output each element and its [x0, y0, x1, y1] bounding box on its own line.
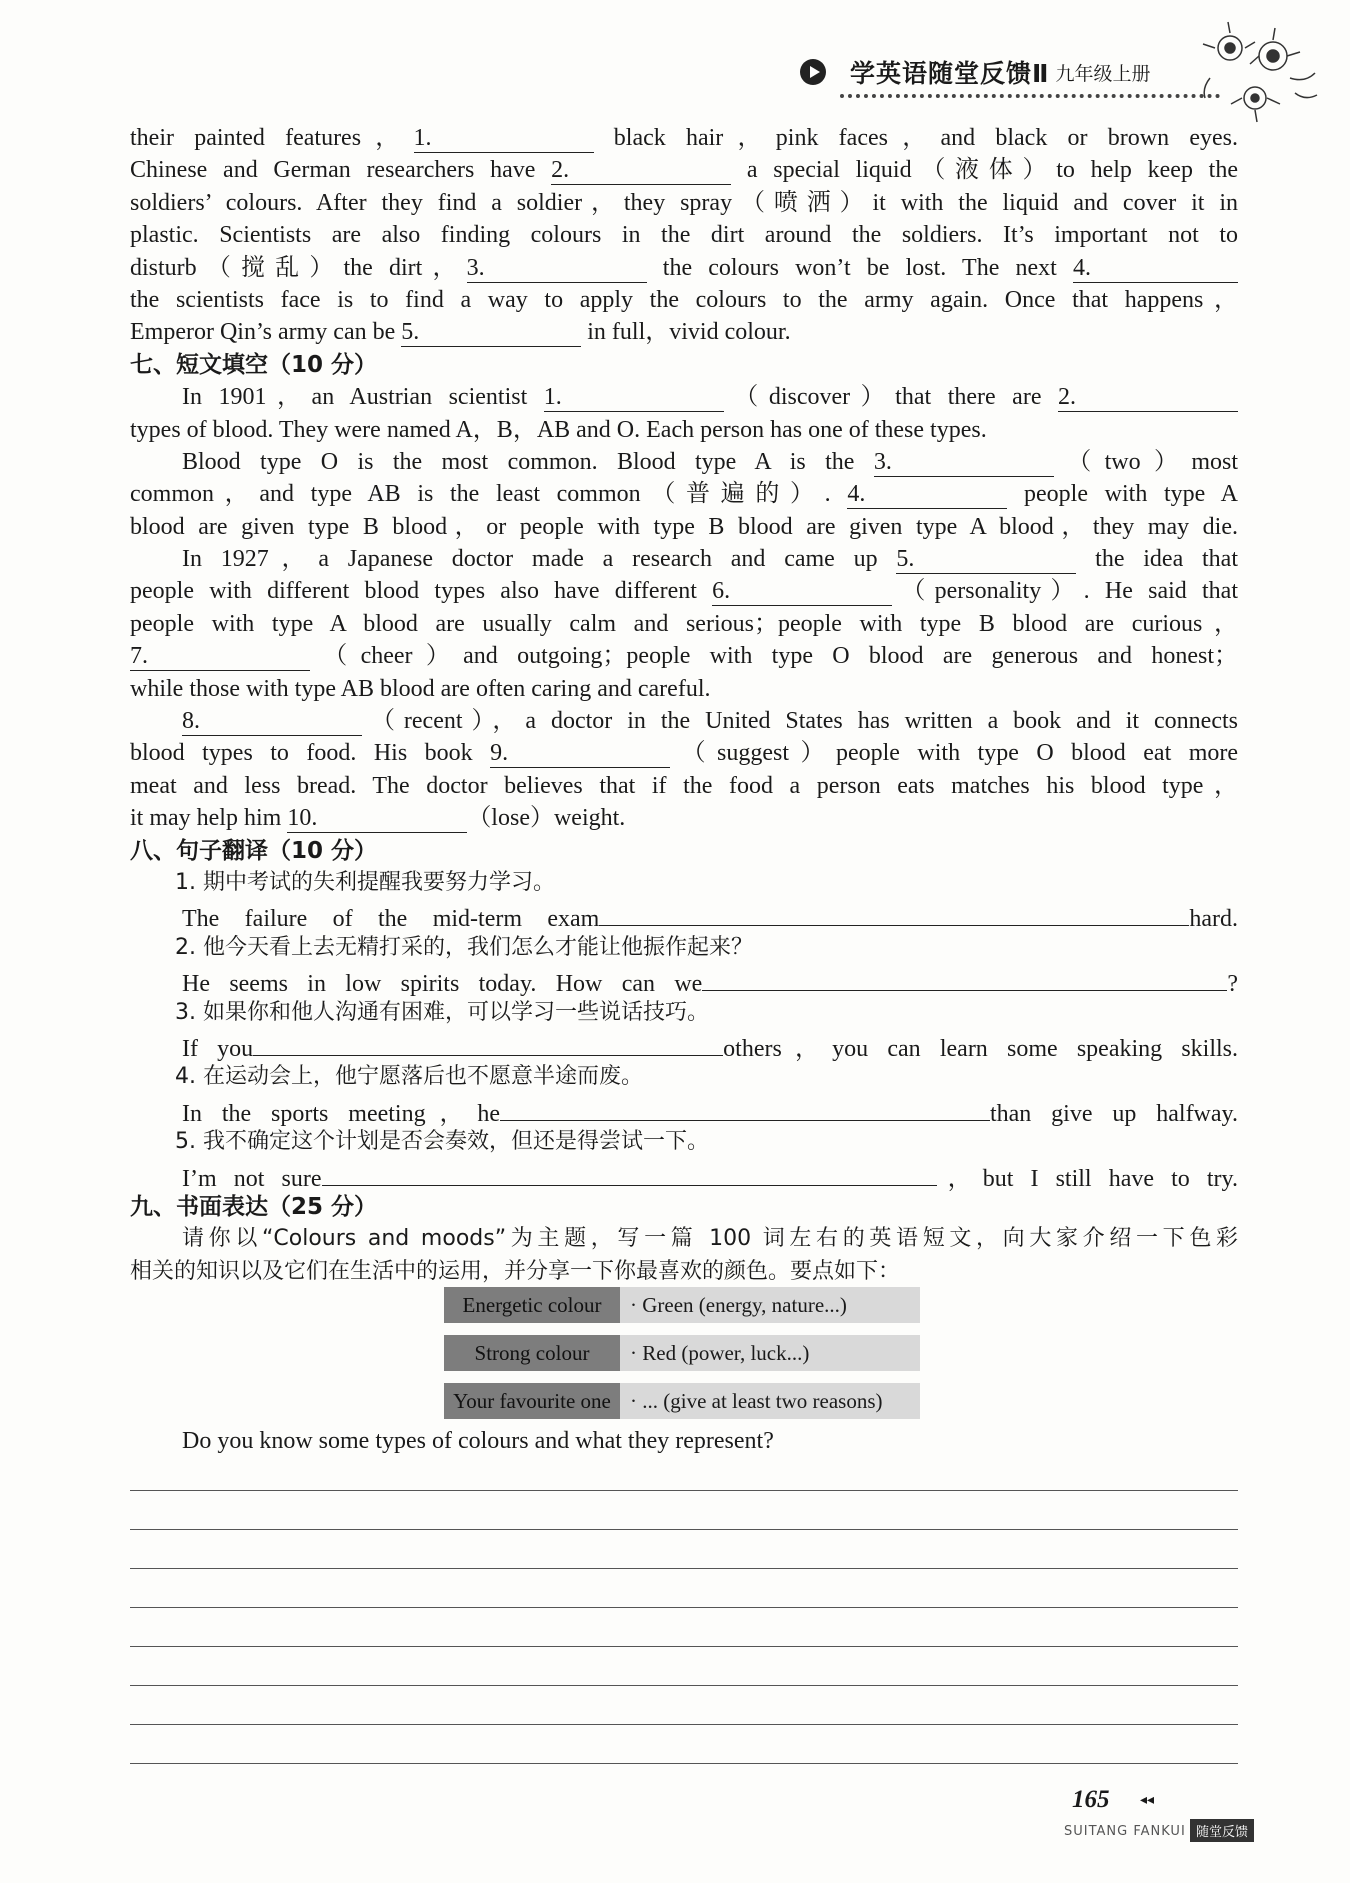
- answer-blank[interactable]: 9.: [490, 741, 670, 768]
- answer-blank[interactable]: 4.: [847, 482, 1007, 509]
- writing-line[interactable]: [130, 1529, 1238, 1530]
- writing-line[interactable]: [130, 1685, 1238, 1686]
- translation-blank[interactable]: [253, 1029, 723, 1056]
- translation-line: I’m not sure ，but I still have to try.: [130, 1159, 1238, 1191]
- page-header: [800, 52, 1150, 92]
- translation-prompt: 1. 期中考试的失利提醒我要努力学习。: [175, 869, 555, 895]
- answer-blank[interactable]: 8.: [182, 709, 362, 736]
- book-title: 学英语随堂反馈Ⅱ: [850, 59, 1050, 88]
- answer-blank[interactable]: 3.: [467, 256, 647, 283]
- section-heading: 八、句子翻译（10 分）: [130, 837, 378, 864]
- cloze-line: common，and type AB is the least common（普遍的）. 4. people with type A: [130, 481, 1238, 508]
- cloze-line: 7. （cheer）and outgoing；people with type O blood are generous and honest；: [130, 643, 1238, 670]
- translation-prompt: 4. 在运动会上，他宁愿落后也不愿意半途而废。: [175, 1064, 643, 1090]
- passage-line: Chinese and German researchers have 2. a special liquid（液体）to help keep the: [130, 157, 1238, 184]
- translation-line: The failure of the mid-term exam hard.: [130, 899, 1238, 931]
- writing-opening: Do you know some types of colours and what they represent?: [182, 1428, 774, 1454]
- passage-line: plastic. Scientists are also finding colours in the dirt around the soldiers. It’s important not to: [130, 222, 1238, 249]
- header-divider: [840, 94, 1220, 98]
- writing-line[interactable]: [130, 1763, 1238, 1764]
- writing-point: [444, 1287, 920, 1323]
- translation-prompt: 3. 如果你和他人沟通有困难，可以学习一些说话技巧。: [175, 999, 709, 1025]
- cloze-line: it may help him 10. （lose）weight.: [130, 805, 626, 832]
- footer-tag: 随堂反馈: [1190, 1819, 1254, 1842]
- cloze-line: people with different blood types also have different 6. （personality）. He said that: [130, 578, 1238, 605]
- translation-blank[interactable]: [599, 899, 1189, 926]
- play-icon: [800, 59, 826, 85]
- answer-blank[interactable]: 5.: [401, 320, 581, 347]
- answer-blank[interactable]: 7.: [130, 644, 310, 671]
- writing-point: [444, 1335, 920, 1371]
- point-detail: · Green (energy, nature...): [620, 1287, 920, 1323]
- translation-line: If you others，you can learn some speaking skills.: [130, 1029, 1238, 1061]
- answer-blank[interactable]: 2.: [551, 158, 731, 185]
- section-heading: 九、书面表达（25 分）: [130, 1193, 378, 1220]
- point-label: Energetic colour: [444, 1287, 620, 1323]
- answer-blank[interactable]: 2.: [1058, 385, 1238, 412]
- passage-line: the scientists face is to find a way to apply the colours to the army again. Once that happens，: [130, 286, 1238, 313]
- answer-blank[interactable]: 3.: [874, 450, 1054, 477]
- translation-blank[interactable]: [702, 964, 1227, 991]
- answer-blank[interactable]: 4.: [1073, 256, 1238, 283]
- cloze-line: types of blood. They were named A，B，AB and O. Each person has one of these types.: [130, 416, 987, 443]
- content-body: [130, 122, 1238, 1288]
- translation-line: He seems in low spirits today. How can we ?: [130, 964, 1238, 996]
- translation-blank[interactable]: [500, 1094, 990, 1121]
- writing-line[interactable]: [130, 1607, 1238, 1608]
- footer-pinyin: SUITANG FANKUI: [1064, 1824, 1186, 1839]
- cloze-line: while those with type AB blood are often caring and careful.: [130, 675, 711, 702]
- passage-line: Emperor Qin’s army can be 5. in full，vivid colour.: [130, 319, 791, 346]
- writing-line[interactable]: [130, 1724, 1238, 1725]
- section-heading: 七、短文填空（10 分）: [130, 351, 378, 378]
- passage-line: their painted features，1. black hair，pink faces，and black or brown eyes.: [130, 125, 1238, 151]
- translation-prompt: 2. 他今天看上去无精打采的，我们怎么才能让他振作起来？: [175, 934, 753, 960]
- cloze-line: blood types to food. His book 9. （suggest）people with type O blood eat more: [130, 740, 1239, 767]
- passage-line: disturb（搅乱）the dirt，3. the colours won’t be lost. The next 4.: [130, 252, 1238, 284]
- point-label: Strong colour: [444, 1335, 620, 1371]
- cloze-line: people with type A blood are usually calm and serious；people with type B blood are curious，: [130, 610, 1238, 637]
- writing-line[interactable]: [130, 1568, 1238, 1569]
- writing-points-table: [444, 1287, 920, 1431]
- point-label: Your favourite one: [444, 1383, 620, 1419]
- flower-decoration-icon: [1195, 18, 1325, 128]
- writing-prompt: 请你以“Colours and moods”为主题，写一篇 100 词左右的英语短文，向大家介绍一下色彩: [182, 1226, 1238, 1252]
- grade-label: 九年级上册: [1055, 62, 1151, 85]
- cloze-line: Blood type O is the most common. Blood type A is the 3. （two）most: [182, 448, 1238, 475]
- point-detail: · ... (give at least two reasons): [620, 1383, 920, 1419]
- writing-line[interactable]: [130, 1490, 1238, 1491]
- cloze-line: In 1901，an Austrian scientist 1. （discover）that there are 2.: [130, 381, 1238, 413]
- translation-prompt: 5. 我不确定这个计划是否会奏效，但还是得尝试一下。: [175, 1129, 709, 1155]
- cloze-line: blood are given type B blood，or people with type B blood are given type A blood，they may die.: [130, 513, 1238, 540]
- answer-blank[interactable]: 1.: [414, 126, 594, 153]
- cloze-line: In 1927，a Japanese doctor made a research and came up 5. the idea that: [182, 546, 1238, 573]
- answer-blank[interactable]: 6.: [712, 579, 892, 606]
- answer-blank[interactable]: 1.: [544, 385, 724, 412]
- cloze-line: meat and less bread. The doctor believes that if the food a person eats matches his blood type，: [130, 772, 1238, 799]
- translation-blank[interactable]: [322, 1159, 937, 1186]
- writing-line[interactable]: [130, 1646, 1238, 1647]
- point-detail: · Red (power, luck...): [620, 1335, 920, 1371]
- passage-line: soldiers’ colours. After they find a soldier，they spray（喷洒）it with the liquid and cover it in: [130, 189, 1238, 216]
- page-number: 165: [1072, 1786, 1110, 1813]
- answer-blank[interactable]: 5.: [896, 547, 1076, 574]
- arrow-icon: ◂◂: [1140, 1792, 1155, 1808]
- cloze-line: 8. （recent），a doctor in the United States has written a book and it connects: [182, 708, 1238, 735]
- writing-point: [444, 1383, 920, 1419]
- answer-blank[interactable]: 10.: [287, 806, 467, 833]
- translation-line: In the sports meeting，he than give up halfway.: [130, 1094, 1238, 1126]
- writing-prompt: 相关的知识以及它们在生活中的运用，并分享一下你最喜欢的颜色。要点如下：: [130, 1258, 901, 1284]
